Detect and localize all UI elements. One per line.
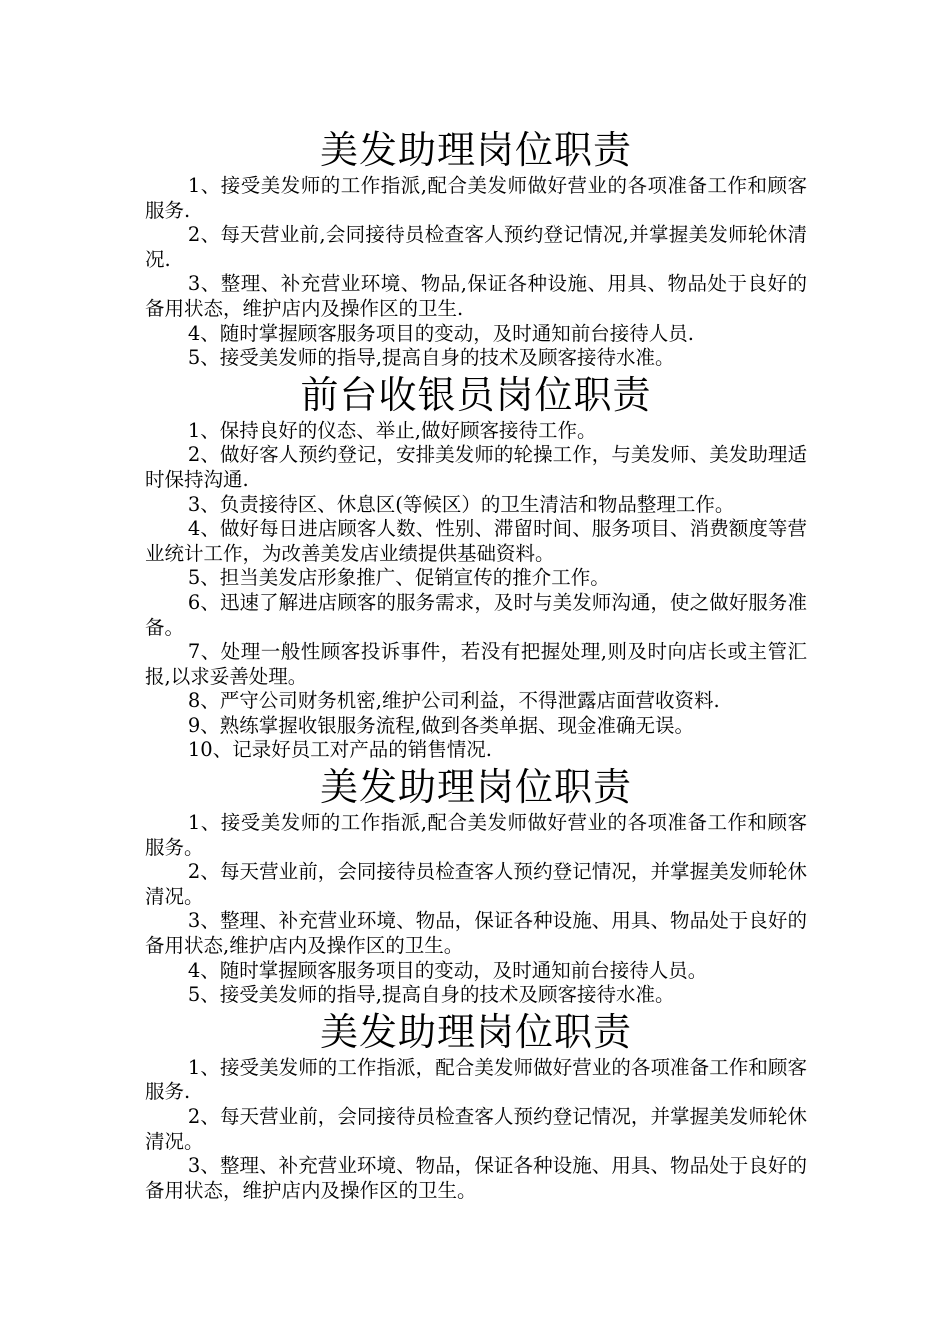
duty-item: 5、担当美发店形象推广、促销宣传的推介工作。 bbox=[187, 566, 610, 590]
section-title: 美发助理岗位职责 bbox=[319, 128, 632, 172]
section-title: 前台收银员岗位职责 bbox=[300, 372, 652, 417]
duty-item: 2、每天营业前，会同接待员检查客人预约登记情况，并掌握美发师轮休清况。 bbox=[145, 860, 807, 908]
section-front-desk-cashier bbox=[145, 371, 807, 763]
section-hair-assistant-2 bbox=[145, 763, 807, 1008]
section-hair-assistant-3 bbox=[145, 1008, 807, 1204]
section-title: 美发助理岗位职责 bbox=[319, 765, 632, 810]
duty-item: 10、记录好员工对产品的销售情况. bbox=[187, 738, 492, 762]
duty-item: 4、随时掌握顾客服务项目的变动，及时通知前台接待人员。 bbox=[187, 958, 708, 982]
duty-item: 2、每天营业前，会同接待员检查客人预约登记情况，并掌握美发师轮休清况。 bbox=[145, 1105, 807, 1153]
duty-item: 2、每天营业前,会同接待员检查客人预约登记情况,并掌握美发师轮休清况. bbox=[145, 223, 807, 271]
duty-item: 7、处理一般性顾客投诉事件，若没有把握处理,则及时向店长或主管汇报,以求妥善处理。 bbox=[145, 640, 807, 688]
duty-item: 3、负责接待区、休息区(等候区）的卫生清洁和物品整理工作。 bbox=[187, 492, 735, 516]
duty-item: 3、整理、补充营业环境、物品,保证各种设施、用具、物品处于良好的备用状态，维护店内及操作区的卫生. bbox=[145, 272, 807, 320]
duty-item: 4、做好每日进店顾客人数、性别、滞留时间、服务项目、消费额度等营业统计工作，为改善美发店业绩提供基础资料。 bbox=[145, 517, 807, 565]
duty-item: 5、接受美发师的指导,提高自身的技术及顾客接待水准。 bbox=[187, 346, 675, 370]
duty-item: 6、迅速了解进店顾客的服务需求，及时与美发师沟通，使之做好服务准备。 bbox=[145, 590, 807, 639]
duty-item: 8、严守公司财务机密,维护公司利益，不得泄露店面营收资料. bbox=[187, 689, 720, 713]
duty-item: 1、接受美发师的工作指派，配合美发师做好营业的各项准备工作和顾客服务. bbox=[145, 1055, 807, 1104]
duty-item: 1、接受美发师的工作指派,配合美发师做好营业的各项准备工作和顾客服务。 bbox=[145, 811, 807, 859]
section-hair-assistant-1 bbox=[145, 126, 807, 371]
duty-item: 3、整理、补充营业环境、物品，保证各种设施、用具、物品处于良好的备用状态,维护店内及操作区的卫生。 bbox=[145, 909, 807, 958]
duty-item: 4、随时掌握顾客服务项目的变动，及时通知前台接待人员. bbox=[187, 321, 694, 345]
duty-item: 2、做好客人预约登记，安排美发师的轮操工作，与美发师、美发助理适时保持沟通. bbox=[145, 443, 807, 491]
duty-item: 5、接受美发师的指导,提高自身的技术及顾客接待水准。 bbox=[187, 983, 675, 1007]
document-page bbox=[145, 126, 807, 1203]
section-title: 美发助理岗位职责 bbox=[319, 1009, 632, 1054]
duty-item: 1、接受美发师的工作指派,配合美发师做好营业的各项准备工作和顾客服务. bbox=[145, 174, 807, 222]
duty-item: 9、熟练掌握收银服务流程,做到各类单据、现金准确无误。 bbox=[187, 713, 694, 737]
duty-item: 1、保持良好的仪态、举止,做好顾客接待工作。 bbox=[187, 418, 597, 442]
duty-item: 3、整理、补充营业环境、物品，保证各种设施、用具、物品处于良好的备用状态，维护店内及操作区的卫生。 bbox=[145, 1154, 807, 1202]
